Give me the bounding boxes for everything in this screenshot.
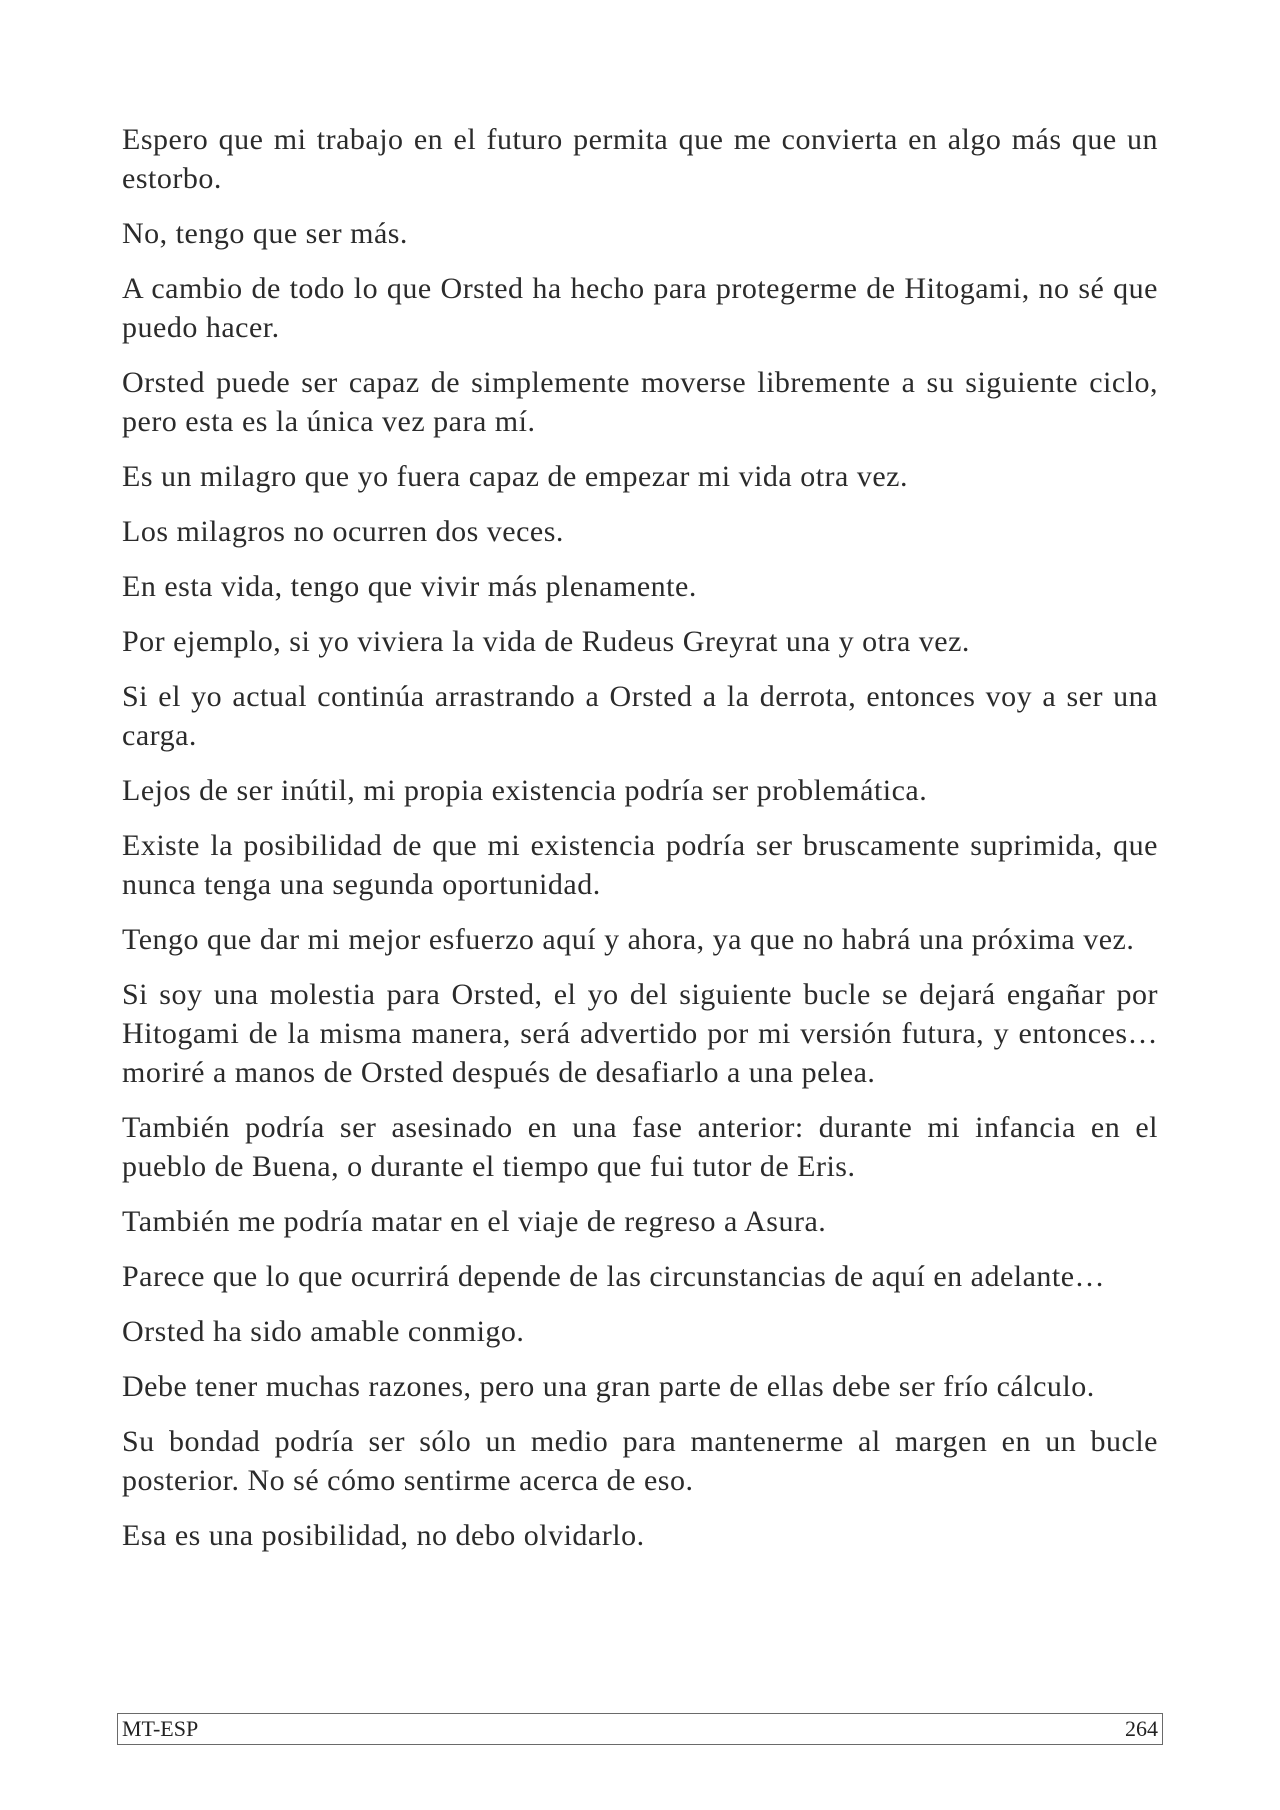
- paragraph: En esta vida, tengo que vivir más plenamente.: [122, 570, 697, 603]
- paragraph: Espero que mi trabajo en el futuro permita que me convierta en algo más que un estorbo.: [122, 123, 1158, 195]
- paragraph: Esa es una posibilidad, no debo olvidarlo.: [122, 1519, 645, 1552]
- paragraph: Su bondad podría ser sólo un medio para mantenerme al margen en un bucle posterior. No sé cómo sentirme acerca de eso.: [122, 1425, 1158, 1497]
- paragraph: Parece que lo que ocurrirá depende de las circunstancias de aquí en adelante…: [122, 1260, 1106, 1293]
- paragraph: También podría ser asesinado en una fase anterior: durante mi infancia en el pueblo de Buena, o durante el tiempo que fui tutor de Eris.: [122, 1111, 1158, 1183]
- paragraph: Debe tener muchas razones, pero una gran parte de ellas debe ser frío cálculo.: [122, 1370, 1095, 1403]
- paragraph: Si el yo actual continúa arrastrando a Orsted a la derrota, entonces voy a ser una carga.: [122, 680, 1158, 752]
- paragraph: Lejos de ser inútil, mi propia existencia podría ser problemática.: [122, 774, 928, 807]
- paragraph: Existe la posibilidad de que mi existencia podría ser bruscamente suprimida, que nunca tenga una segunda oportunidad.: [122, 829, 1158, 901]
- footer-label: MT-ESP: [122, 1716, 199, 1741]
- paragraph: No, tengo que ser más.: [122, 217, 408, 250]
- paragraph: Orsted ha sido amable conmigo.: [122, 1315, 525, 1348]
- paragraph: Si soy una molestia para Orsted, el yo del siguiente bucle se dejará engañar por Hitogami de la misma manera, será advertido por mi versión futura, y entonces… moriré a manos de Orsted después de desafiarlo a una pelea.: [122, 978, 1158, 1089]
- paragraph: Los milagros no ocurren dos veces.: [122, 515, 564, 548]
- paragraph: Tengo que dar mi mejor esfuerzo aquí y ahora, ya que no habrá una próxima vez.: [122, 923, 1135, 956]
- paragraph: A cambio de todo lo que Orsted ha hecho para protegerme de Hitogami, no sé que puedo hacer.: [122, 272, 1158, 344]
- paragraph: Orsted puede ser capaz de simplemente moverse libremente a su siguiente ciclo, pero esta es la única vez para mí.: [122, 366, 1158, 438]
- page-footer: [117, 1713, 1163, 1745]
- paragraph: Por ejemplo, si yo viviera la vida de Rudeus Greyrat una y otra vez.: [122, 625, 970, 658]
- body-text: [122, 120, 1158, 1571]
- paragraph: También me podría matar en el viaje de regreso a Asura.: [122, 1205, 827, 1238]
- page-number: 264: [1125, 1716, 1158, 1741]
- paragraph: Es un milagro que yo fuera capaz de empezar mi vida otra vez.: [122, 460, 908, 493]
